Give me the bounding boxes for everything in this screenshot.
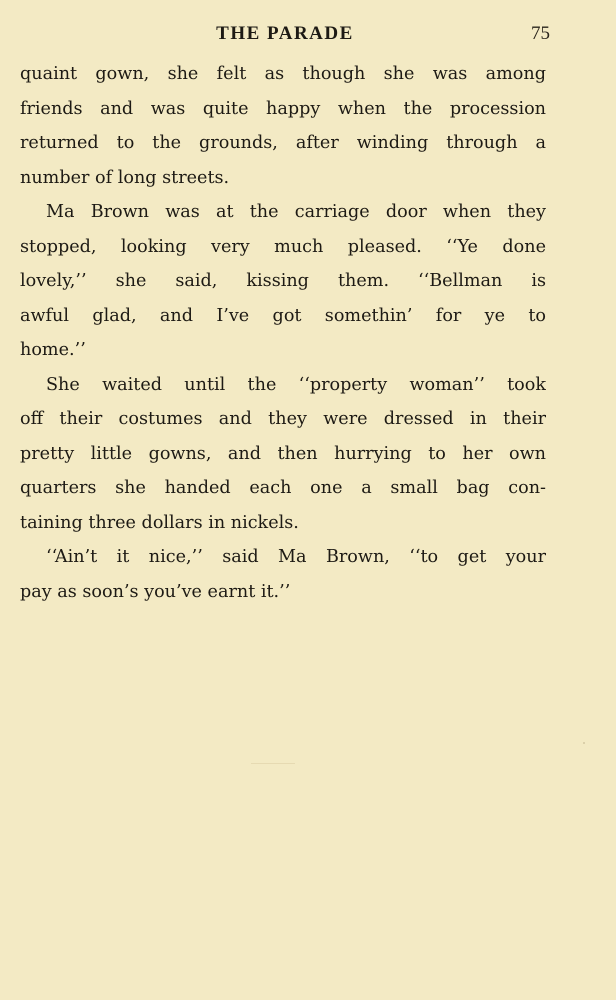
text-line: home.’’ — [20, 340, 86, 360]
text-line: taining three dollars in nickels. — [20, 512, 299, 533]
text-line: ‘‘Ain’t it nice,’’ said Ma Brown, ‘‘to get your — [46, 547, 546, 567]
text-line: lovely,’’ she said, kissing them. ‘‘Bellman is — [20, 271, 546, 291]
paper-mark — [251, 763, 295, 764]
paragraph — [20, 368, 546, 541]
text-line: stopped, looking very much pleased. ‘‘Ye done — [20, 236, 546, 257]
paper-speck — [583, 742, 585, 744]
text-line: She waited until the ‘‘property woman’’ took — [46, 374, 546, 395]
text-line: off their costumes and they were dressed in their — [20, 409, 546, 429]
paragraph — [20, 57, 546, 195]
text-line: returned to the grounds, after winding through a — [20, 133, 546, 153]
text-line: quaint gown, she felt as though she was among — [20, 64, 546, 84]
text-line: number of long streets. — [20, 167, 230, 188]
text-line: Ma Brown was at the carriage door when they — [46, 202, 546, 222]
text-line: quarters she handed each one a small bag con- — [20, 478, 546, 498]
paragraph — [20, 540, 546, 609]
chapter-title: THE PARADE — [216, 23, 354, 44]
paragraph — [20, 195, 546, 368]
body-text — [20, 57, 546, 609]
text-line: friends and was quite happy when the procession — [20, 98, 546, 119]
text-line: pretty little gowns, and then hurrying to her own — [20, 443, 546, 464]
text-line: awful glad, and I’ve got somethin’ for ye to — [20, 305, 546, 326]
running-head — [20, 20, 550, 50]
page-number: 75 — [531, 23, 550, 44]
text-line: pay as soon’s you’ve earnt it.’’ — [20, 581, 291, 602]
